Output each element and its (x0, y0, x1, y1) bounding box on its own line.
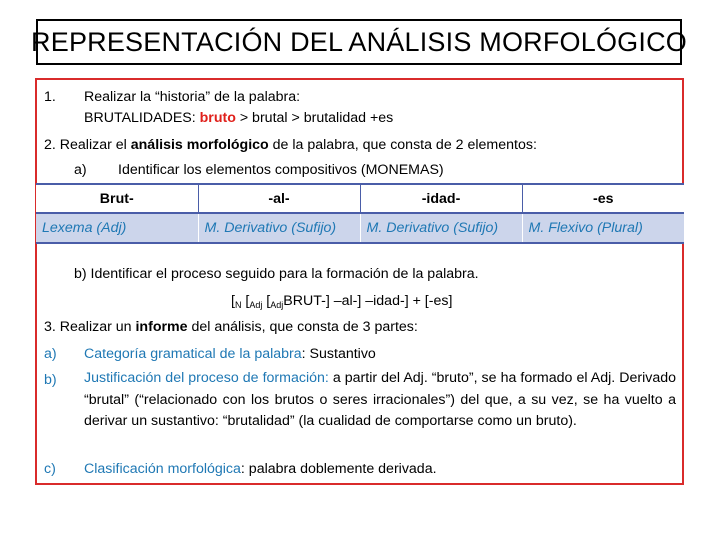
item3-a (84, 345, 376, 363)
formula (231, 292, 452, 314)
item2-bold: análisis morfológico (130, 137, 269, 153)
item3-post: del análisis, que consta de 3 partes: (187, 319, 418, 335)
table-header-row (36, 184, 684, 213)
item3-a-blue: Categoría gramatical de la palabra (84, 346, 302, 362)
history-prefix: BRUTALIDADES: (84, 110, 200, 126)
item2-pre: 2. Realizar el (44, 137, 131, 153)
item3-c-label: c) (44, 461, 56, 477)
page-title: REPRESENTACIÓN DEL ANÁLISIS MORFOLÓGICO (31, 26, 687, 57)
item3-line (44, 318, 418, 336)
table-row (36, 213, 684, 243)
item3-b (84, 368, 676, 433)
item3-a-rest: : Sustantivo (301, 346, 376, 362)
item3-c (84, 460, 437, 478)
item3-bold: informe (135, 319, 188, 335)
sub-a-text: Identificar los elementos compositivos (MONEMAS) (118, 162, 444, 178)
table-cell: Lexema (Adj) (36, 213, 198, 243)
item1-text: Realizar la “historia” de la palabra: (84, 89, 301, 105)
history-rest: > brutal > brutalidad +es (235, 110, 394, 126)
formula-sub-adj: Adj (270, 300, 284, 310)
item3-c-blue: Clasificación morfológica (84, 461, 241, 477)
table-header-cell: Brut- (36, 184, 198, 213)
item2-line (44, 136, 537, 154)
item3-b-rest: a partir del Adj. “bruto”, se ha formado el Adj. Derivado “brutal” (“relacionado con los brutos o seres irracionales”) del que, a su vez, se ha vuelto a derivar un sustantivo: “brutalidad” (la cualidad de comportarse como un bruto). (84, 370, 676, 429)
table-header-cell: -al- (198, 184, 360, 213)
item2-post: de la palabra, que consta de 2 elementos: (268, 137, 537, 153)
item3-b-label: b) (44, 372, 57, 388)
item1-number: 1. (44, 89, 56, 105)
sub-b-text: b) Identificar el proceso seguido para la formación de la palabra. (74, 266, 479, 282)
formula-sub-adj: Adj (249, 300, 263, 310)
sub-a-label: a) (74, 162, 87, 178)
item3-a-label: a) (44, 346, 57, 362)
monemas-table (36, 183, 684, 244)
history-highlight: bruto (199, 110, 236, 126)
item3-c-rest: : palabra doblemente derivada. (240, 461, 437, 477)
formula-bracket: [ (262, 293, 271, 309)
table-header-cell: -es (522, 184, 684, 213)
item3-pre: 3. Realizar un (44, 319, 136, 335)
formula-bracket: [ (241, 293, 250, 309)
formula-sub-n: N (234, 300, 242, 310)
title-box (31, 19, 687, 65)
formula-rest: BRUT-] –al-] –idad-] + [-es] (283, 293, 453, 309)
item3-b-blue: Justificación del proceso de formación: (84, 370, 329, 386)
table-cell: M. Derivativo (Sufijo) (360, 213, 522, 243)
history-line (84, 109, 393, 127)
table-header-cell: -idad- (360, 184, 522, 213)
table-cell: M. Flexivo (Plural) (522, 213, 684, 243)
table-cell: M. Derivativo (Sufijo) (198, 213, 360, 243)
formula-bracket: [ (231, 293, 235, 309)
